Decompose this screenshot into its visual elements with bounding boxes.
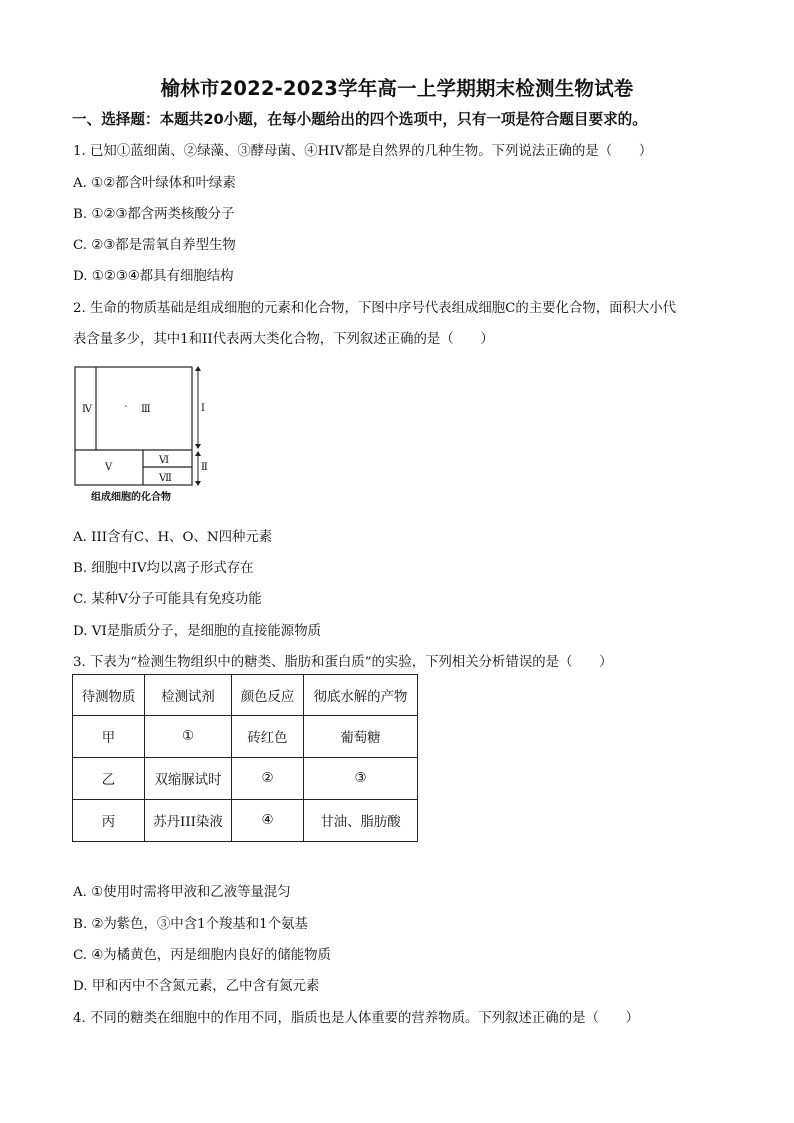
q3-option-d: D. 甲和丙中不含氮元素，乙中含有氮元素 — [73, 979, 320, 994]
table-header-row — [73, 675, 418, 716]
q1-option-c: C. ②③都是需氧自养型生物 — [73, 238, 236, 253]
label-vii: Ⅶ — [159, 473, 172, 484]
table-cell: 甲 — [73, 716, 145, 758]
table-header-cell: 待测物质 — [73, 675, 145, 716]
q1-stem: 1. 已知①蓝细菌、②绿藻、③酵母菌、④HIV都是自然界的几种生物。下列说法正确的是（ ） — [73, 144, 653, 159]
q2-option-d: D. VI是脂质分子，是细胞的直接能源物质 — [73, 624, 321, 639]
table-cell: 丙 — [73, 800, 145, 842]
q2-option-b: B. 细胞中IV均以离子形式存在 — [73, 561, 254, 576]
table-cell: ② — [232, 758, 304, 800]
q2-option-a: A. III含有C、H、O、N四种元素 — [73, 530, 273, 545]
table-cell: ① — [145, 716, 232, 758]
q3-option-a: A. ①使用时需将甲液和乙液等量混匀 — [73, 885, 291, 900]
q3-option-b: B. ②为紫色，③中含1个羧基和1个氨基 — [73, 917, 308, 932]
q2-option-c: C. 某种V分子可能具有免疫功能 — [73, 592, 262, 607]
table-cell: ③ — [304, 758, 418, 800]
label-vi: Ⅵ — [159, 455, 170, 466]
experiment-table — [72, 674, 418, 842]
q4-stem: 4. 不同的糖类在细胞中的作用不同，脂质也是人体重要的营养物质。下列叙述正确的是（ ） — [73, 1011, 640, 1026]
q1-option-b: B. ①②③都含两类核酸分子 — [73, 207, 235, 222]
label-iv: Ⅳ — [82, 404, 92, 415]
table-header-cell: 彻底水解的产物 — [304, 675, 418, 716]
label-ii: Ⅱ — [201, 462, 208, 473]
table-cell: 苏丹III染液 — [145, 800, 232, 842]
table-cell: 双缩脲试时 — [145, 758, 232, 800]
table-cell: ④ — [232, 800, 304, 842]
table-cell: 砖红色 — [232, 716, 304, 758]
label-iii: Ⅲ — [141, 404, 151, 415]
table-cell: 葡萄糖 — [304, 716, 418, 758]
q3-option-c: C. ④为橘黄色，丙是细胞内良好的储能物质 — [73, 948, 331, 963]
q1-option-d: D. ①②③④都具有细胞结构 — [73, 269, 234, 284]
q3-stem: 3. 下表为“检测生物组织中的糖类、脂肪和蛋白质”的实验，下列相关分析错误的是（ ） — [73, 655, 613, 670]
table-row — [73, 800, 418, 842]
q1-option-a: A. ①②都含叶绿体和叶绿素 — [73, 176, 236, 191]
table-header-cell: 检测试剂 — [145, 675, 232, 716]
label-i: Ⅰ — [201, 403, 205, 414]
exam-title: 榆林市2022-2023学年高一上学期期末检测生物试卷 — [160, 77, 634, 100]
label-v: Ⅴ — [105, 462, 113, 473]
table-cell: 乙 — [73, 758, 145, 800]
section-heading: 一、选择题：本题共20小题，在每小题给出的四个选项中，只有一项是符合题目要求的。 — [72, 111, 647, 128]
compound-composition-diagram — [74, 366, 214, 506]
table-row — [73, 716, 418, 758]
q2-stem-line2: 表含量多少，其中1和II代表两大类化合物，下列叙述正确的是（ ） — [73, 332, 494, 347]
table-row — [73, 758, 418, 800]
q2-stem-line1: 2. 生命的物质基础是组成细胞的元素和化合物，下图中序号代表组成细胞C的主要化合物，面积大小代 — [73, 301, 677, 316]
table-header-cell: 颜色反应 — [232, 675, 304, 716]
table-cell: 甘油、脂肪酸 — [304, 800, 418, 842]
diagram-caption: 组成细胞的化合物 — [91, 492, 171, 503]
